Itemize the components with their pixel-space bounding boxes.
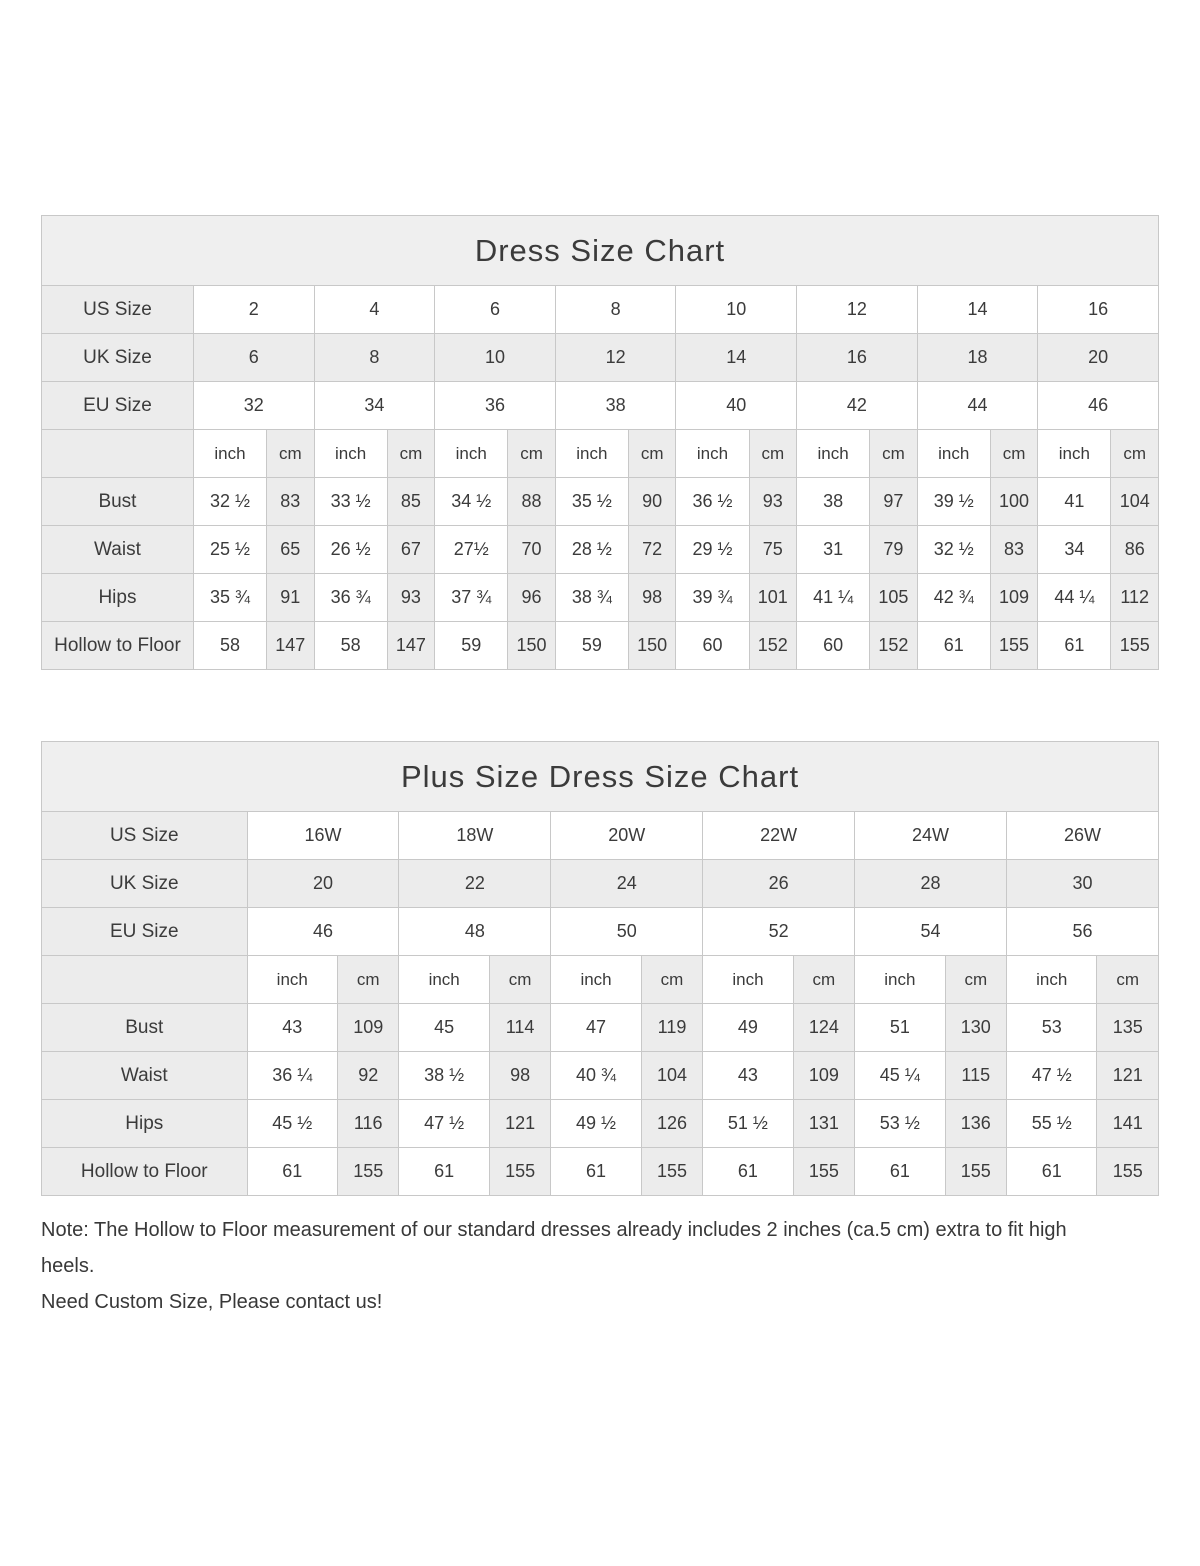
- measure-cell-cm: 152: [749, 622, 796, 670]
- measure-cell-inch: 61: [917, 622, 990, 670]
- cm-unit-header-cell: cm: [267, 430, 314, 478]
- measure-cell-cm: 97: [870, 478, 917, 526]
- size-cell: 10: [676, 286, 797, 334]
- cm-unit-header-cell: cm: [990, 430, 1037, 478]
- inch-unit-header-cell: inch: [676, 430, 749, 478]
- measure-cell-inch: 43: [247, 1004, 337, 1052]
- size-cell: 8: [555, 286, 676, 334]
- measure-cell-cm: 114: [489, 1004, 550, 1052]
- row-label-hips: Hips: [42, 1100, 248, 1148]
- size-cell: 14: [917, 286, 1038, 334]
- measure-cell-inch: 38 ¾: [555, 574, 628, 622]
- measure-cell-cm: 93: [749, 478, 796, 526]
- measure-cell-inch: 58: [314, 622, 387, 670]
- measure-cell-inch: 35 ½: [555, 478, 628, 526]
- measure-cell-cm: 152: [870, 622, 917, 670]
- cm-unit-header-cell: cm: [628, 430, 675, 478]
- size-cell: 12: [797, 286, 918, 334]
- cm-unit-header-cell: cm: [489, 956, 550, 1004]
- measure-cell-inch: 28 ½: [555, 526, 628, 574]
- measure-cell-cm: 109: [793, 1052, 854, 1100]
- row-label-waist: Waist: [42, 526, 194, 574]
- note-text: [41, 1212, 1081, 1320]
- size-cell: 20W: [551, 812, 703, 860]
- size-cell: 6: [435, 286, 556, 334]
- measure-cell-inch: 45 ½: [247, 1100, 337, 1148]
- size-cell: 40: [676, 382, 797, 430]
- measure-cell-cm: 155: [1097, 1148, 1159, 1196]
- size-cell: 12: [555, 334, 676, 382]
- measure-cell-cm: 147: [267, 622, 314, 670]
- measure-cell-cm: 79: [870, 526, 917, 574]
- measure-cell-inch: 47: [551, 1004, 641, 1052]
- row-label-us-size: US Size: [42, 286, 194, 334]
- measure-cell-cm: 155: [945, 1148, 1006, 1196]
- measure-cell-cm: 91: [267, 574, 314, 622]
- measure-cell-cm: 155: [641, 1148, 702, 1196]
- row-label-waist: Waist: [42, 1052, 248, 1100]
- measure-cell-cm: 85: [387, 478, 434, 526]
- measure-cell-inch: 49: [703, 1004, 793, 1052]
- measure-cell-inch: 37 ¾: [435, 574, 508, 622]
- size-cell: 30: [1006, 860, 1158, 908]
- inch-unit-header-cell: inch: [435, 430, 508, 478]
- measure-cell-cm: 124: [793, 1004, 854, 1052]
- size-cell: 14: [676, 334, 797, 382]
- measure-cell-inch: 41 ¼: [797, 574, 870, 622]
- measure-cell-inch: 36 ¾: [314, 574, 387, 622]
- measure-cell-cm: 115: [945, 1052, 1006, 1100]
- measure-cell-inch: 61: [1006, 1148, 1096, 1196]
- dress-size-chart-table: [41, 215, 1159, 670]
- size-cell: 20: [1038, 334, 1159, 382]
- measure-cell-inch: 39 ½: [917, 478, 990, 526]
- measure-cell-inch: 59: [555, 622, 628, 670]
- measure-cell-inch: 26 ½: [314, 526, 387, 574]
- row-label-hollow-to-floor: Hollow to Floor: [42, 622, 194, 670]
- size-cell: 22W: [703, 812, 855, 860]
- measure-cell-inch: 35 ¾: [193, 574, 266, 622]
- size-cell: 36: [435, 382, 556, 430]
- measure-cell-cm: 141: [1097, 1100, 1159, 1148]
- size-cell: 18W: [399, 812, 551, 860]
- size-cell: 52: [703, 908, 855, 956]
- row-label-bust: Bust: [42, 1004, 248, 1052]
- measure-cell-cm: 121: [489, 1100, 550, 1148]
- measure-cell-inch: 61: [1038, 622, 1111, 670]
- unit-row-label: [42, 956, 248, 1004]
- size-cell: 16: [1038, 286, 1159, 334]
- measure-cell-inch: 32 ½: [917, 526, 990, 574]
- measure-cell-inch: 41: [1038, 478, 1111, 526]
- measure-cell-cm: 98: [489, 1052, 550, 1100]
- note-line-custom-size: Need Custom Size, Please contact us!: [41, 1291, 383, 1313]
- size-cell: 48: [399, 908, 551, 956]
- measure-cell-cm: 93: [387, 574, 434, 622]
- measure-cell-inch: 51 ½: [703, 1100, 793, 1148]
- table-title: Dress Size Chart: [42, 216, 1159, 286]
- measure-cell-inch: 43: [703, 1052, 793, 1100]
- size-cell: 38: [555, 382, 676, 430]
- measure-cell-inch: 49 ½: [551, 1100, 641, 1148]
- measure-cell-inch: 36 ½: [676, 478, 749, 526]
- measure-cell-cm: 96: [508, 574, 555, 622]
- size-cell: 16W: [247, 812, 399, 860]
- cm-unit-header-cell: cm: [387, 430, 434, 478]
- measure-cell-inch: 42 ¾: [917, 574, 990, 622]
- measure-cell-cm: 135: [1097, 1004, 1159, 1052]
- measure-cell-inch: 47 ½: [1006, 1052, 1096, 1100]
- measure-cell-cm: 155: [990, 622, 1037, 670]
- cm-unit-header-cell: cm: [508, 430, 555, 478]
- row-label-hollow-to-floor: Hollow to Floor: [42, 1148, 248, 1196]
- inch-unit-header-cell: inch: [855, 956, 945, 1004]
- measure-cell-inch: 53 ½: [855, 1100, 945, 1148]
- measure-cell-cm: 147: [387, 622, 434, 670]
- measure-cell-inch: 45: [399, 1004, 489, 1052]
- table-title: Plus Size Dress Size Chart: [42, 742, 1159, 812]
- row-label-uk-size: UK Size: [42, 860, 248, 908]
- measure-cell-inch: 34: [1038, 526, 1111, 574]
- note-line-hollow-to-floor: Note: The Hollow to Floor measurement of our standard dresses already includes 2 inches (ca.5 cm) extra to fit high heels.: [41, 1219, 1067, 1277]
- inch-unit-header-cell: inch: [555, 430, 628, 478]
- measure-cell-inch: 31: [797, 526, 870, 574]
- measure-cell-cm: 72: [628, 526, 675, 574]
- size-cell: 24: [551, 860, 703, 908]
- size-cell: 16: [797, 334, 918, 382]
- size-cell: 54: [855, 908, 1007, 956]
- measure-cell-inch: 61: [855, 1148, 945, 1196]
- inch-unit-header-cell: inch: [917, 430, 990, 478]
- measure-cell-cm: 155: [793, 1148, 854, 1196]
- inch-unit-header-cell: inch: [1006, 956, 1096, 1004]
- measure-cell-inch: 61: [247, 1148, 337, 1196]
- inch-unit-header-cell: inch: [399, 956, 489, 1004]
- measure-cell-cm: 104: [641, 1052, 702, 1100]
- measure-cell-inch: 40 ¾: [551, 1052, 641, 1100]
- size-cell: 26W: [1006, 812, 1158, 860]
- inch-unit-header-cell: inch: [193, 430, 266, 478]
- measure-cell-inch: 61: [551, 1148, 641, 1196]
- size-cell: 6: [193, 334, 314, 382]
- measure-cell-cm: 131: [793, 1100, 854, 1148]
- measure-cell-cm: 109: [990, 574, 1037, 622]
- inch-unit-header-cell: inch: [1038, 430, 1111, 478]
- measure-cell-inch: 55 ½: [1006, 1100, 1096, 1148]
- measure-cell-cm: 92: [338, 1052, 399, 1100]
- measure-cell-cm: 101: [749, 574, 796, 622]
- measure-cell-inch: 44 ¼: [1038, 574, 1111, 622]
- measure-cell-inch: 53: [1006, 1004, 1096, 1052]
- cm-unit-header-cell: cm: [1097, 956, 1159, 1004]
- row-label-us-size: US Size: [42, 812, 248, 860]
- size-cell: 32: [193, 382, 314, 430]
- size-cell: 18: [917, 334, 1038, 382]
- cm-unit-header-cell: cm: [338, 956, 399, 1004]
- cm-unit-header-cell: cm: [870, 430, 917, 478]
- size-cell: 50: [551, 908, 703, 956]
- measure-cell-inch: 27½: [435, 526, 508, 574]
- measure-cell-cm: 83: [267, 478, 314, 526]
- measure-cell-inch: 34 ½: [435, 478, 508, 526]
- measure-cell-cm: 86: [1111, 526, 1159, 574]
- measure-cell-cm: 67: [387, 526, 434, 574]
- measure-cell-cm: 65: [267, 526, 314, 574]
- measure-cell-inch: 61: [399, 1148, 489, 1196]
- measure-cell-inch: 47 ½: [399, 1100, 489, 1148]
- measure-cell-cm: 112: [1111, 574, 1159, 622]
- size-cell: 34: [314, 382, 435, 430]
- size-cell: 8: [314, 334, 435, 382]
- row-label-eu-size: EU Size: [42, 908, 248, 956]
- size-cell: 28: [855, 860, 1007, 908]
- measure-cell-inch: 25 ½: [193, 526, 266, 574]
- cm-unit-header-cell: cm: [1111, 430, 1159, 478]
- measure-cell-cm: 100: [990, 478, 1037, 526]
- row-label-bust: Bust: [42, 478, 194, 526]
- inch-unit-header-cell: inch: [551, 956, 641, 1004]
- measure-cell-cm: 155: [489, 1148, 550, 1196]
- measure-cell-inch: 51: [855, 1004, 945, 1052]
- measure-cell-inch: 61: [703, 1148, 793, 1196]
- size-cell: 4: [314, 286, 435, 334]
- measure-cell-inch: 60: [676, 622, 749, 670]
- cm-unit-header-cell: cm: [793, 956, 854, 1004]
- measure-cell-inch: 45 ¼: [855, 1052, 945, 1100]
- size-cell: 24W: [855, 812, 1007, 860]
- measure-cell-cm: 70: [508, 526, 555, 574]
- measure-cell-cm: 104: [1111, 478, 1159, 526]
- row-label-hips: Hips: [42, 574, 194, 622]
- unit-row-label: [42, 430, 194, 478]
- measure-cell-inch: 29 ½: [676, 526, 749, 574]
- measure-cell-cm: 119: [641, 1004, 702, 1052]
- inch-unit-header-cell: inch: [247, 956, 337, 1004]
- row-label-eu-size: EU Size: [42, 382, 194, 430]
- measure-cell-inch: 59: [435, 622, 508, 670]
- measure-cell-cm: 136: [945, 1100, 1006, 1148]
- size-cell: 46: [1038, 382, 1159, 430]
- inch-unit-header-cell: inch: [314, 430, 387, 478]
- cm-unit-header-cell: cm: [641, 956, 702, 1004]
- measure-cell-cm: 88: [508, 478, 555, 526]
- row-label-uk-size: UK Size: [42, 334, 194, 382]
- size-cell: 44: [917, 382, 1038, 430]
- measure-cell-inch: 38 ½: [399, 1052, 489, 1100]
- cm-unit-header-cell: cm: [945, 956, 1006, 1004]
- plus-size-dress-chart-table: [41, 741, 1159, 1196]
- cm-unit-header-cell: cm: [749, 430, 796, 478]
- measure-cell-cm: 98: [628, 574, 675, 622]
- measure-cell-cm: 109: [338, 1004, 399, 1052]
- measure-cell-inch: 39 ¾: [676, 574, 749, 622]
- measure-cell-inch: 38: [797, 478, 870, 526]
- inch-unit-header-cell: inch: [703, 956, 793, 1004]
- measure-cell-inch: 33 ½: [314, 478, 387, 526]
- measure-cell-inch: 60: [797, 622, 870, 670]
- size-cell: 42: [797, 382, 918, 430]
- measure-cell-cm: 126: [641, 1100, 702, 1148]
- measure-cell-cm: 83: [990, 526, 1037, 574]
- measure-cell-cm: 90: [628, 478, 675, 526]
- inch-unit-header-cell: inch: [797, 430, 870, 478]
- size-cell: 22: [399, 860, 551, 908]
- size-cell: 10: [435, 334, 556, 382]
- measure-cell-cm: 150: [508, 622, 555, 670]
- size-cell: 26: [703, 860, 855, 908]
- size-cell: 56: [1006, 908, 1158, 956]
- measure-cell-cm: 116: [338, 1100, 399, 1148]
- size-cell: 46: [247, 908, 399, 956]
- size-cell: 20: [247, 860, 399, 908]
- measure-cell-inch: 32 ½: [193, 478, 266, 526]
- measure-cell-cm: 155: [338, 1148, 399, 1196]
- measure-cell-inch: 58: [193, 622, 266, 670]
- size-cell: 2: [193, 286, 314, 334]
- measure-cell-cm: 155: [1111, 622, 1159, 670]
- measure-cell-inch: 36 ¼: [247, 1052, 337, 1100]
- measure-cell-cm: 121: [1097, 1052, 1159, 1100]
- measure-cell-cm: 105: [870, 574, 917, 622]
- measure-cell-cm: 130: [945, 1004, 1006, 1052]
- measure-cell-cm: 150: [628, 622, 675, 670]
- measure-cell-cm: 75: [749, 526, 796, 574]
